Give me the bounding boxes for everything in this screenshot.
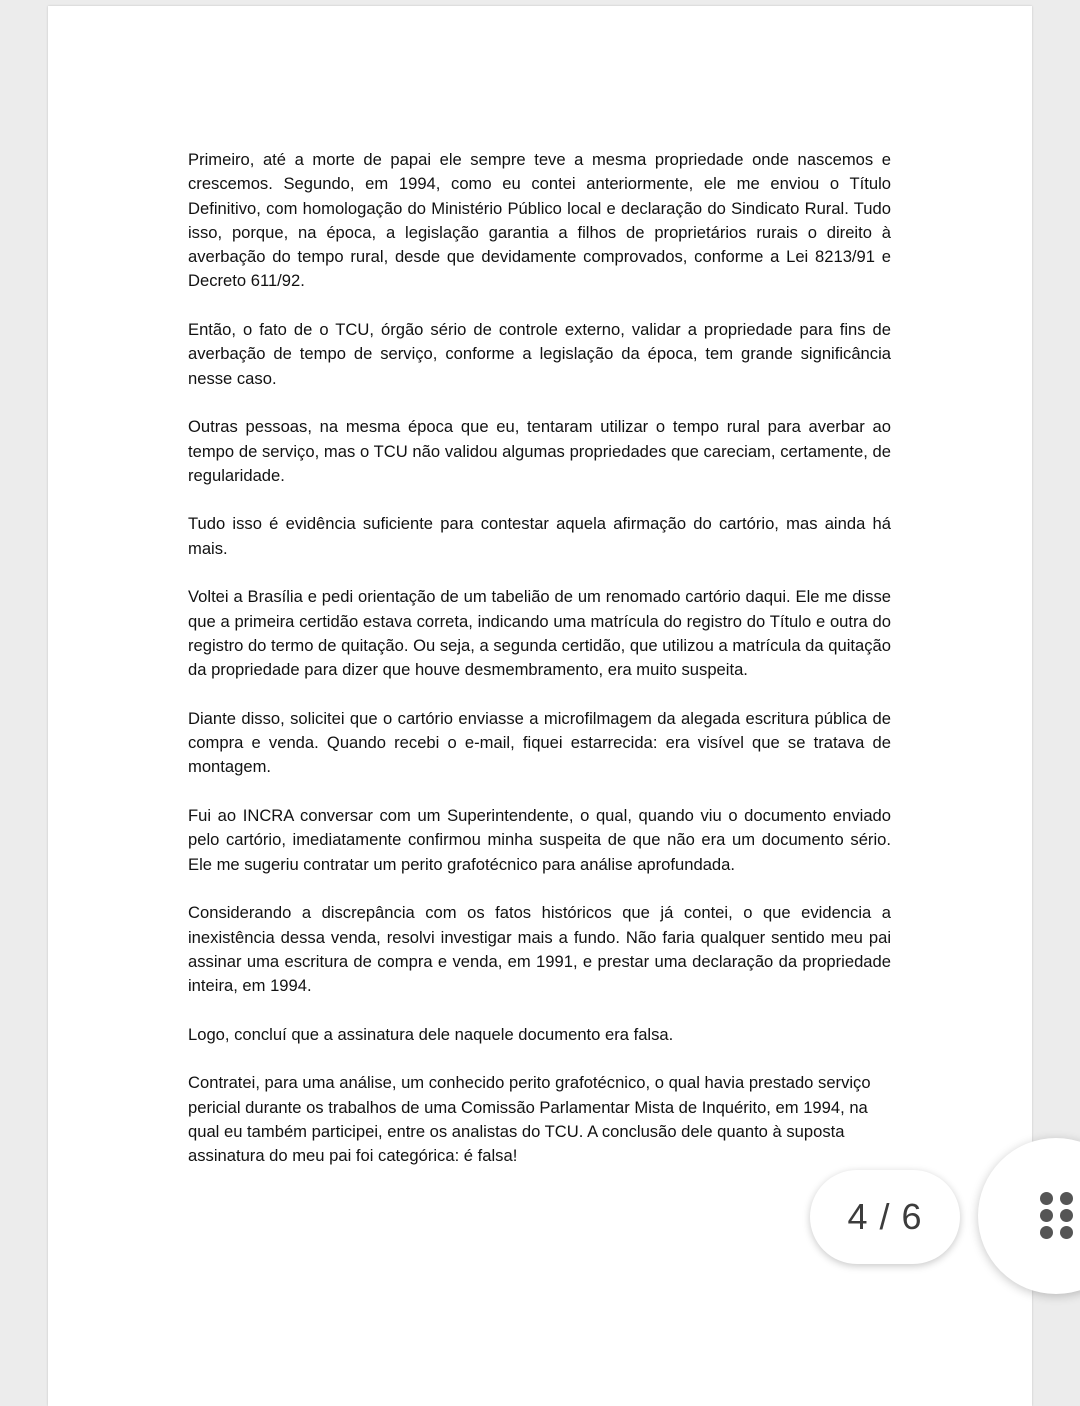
page-content <box>188 148 891 1193</box>
page-indicator[interactable]: 4 / 6 <box>810 1170 960 1264</box>
paragraph-1: Primeiro, até a morte de papai ele sempre teve a mesma propriedade onde nascemos e crescemos. Segundo, em 1994, como eu contei anteriormente, ele me enviou o Título Definitivo, com homologação do Ministério Público local e declaração do Sindicato Rural. Tudo isso, porque, na época, a legislação garantia a filhos de proprietários rurais o direito à averbação do tempo rural, desde que devidamente comprovados, conforme a Lei 8213/91 e Decreto 611/92. <box>188 150 891 291</box>
paragraph-10: Contratei, para uma análise, um conhecido perito grafotécnico, o qual havia prestado serviço pericial durante os trabalhos de uma Comissão Parlamentar Mista de Inquérito, em 1994, na qual eu também participei, entre os analistas do TCU. A conclusão dele quanto à suposta assinatura do meu pai foi categórica: é falsa! <box>188 1073 871 1166</box>
paragraph-3: Outras pessoas, na mesma época que eu, tentaram utilizar o tempo rural para averbar ao tempo de serviço, mas o TCU não validou algumas propriedades que careciam, certamente, de regularidade. <box>188 417 891 485</box>
paragraph-7: Fui ao INCRA conversar com um Superintendente, o qual, quando viu o documento enviado pelo cartório, imediatamente confirmou minha suspeita de que não era um documento sério. Ele me sugeriu contratar um perito grafotécnico para análise aprofundada. <box>188 806 891 874</box>
paragraph-8: Considerando a discrepância com os fatos históricos que já contei, o que evidencia a inexistência dessa venda, resolvi investigar mais a fundo. Não faria qualquer sentido meu pai assinar uma escritura de compra e venda, em 1991, e prestar uma declaração da propriedade inteira, em 1994. <box>188 903 891 996</box>
paragraph-4: Tudo isso é evidência suficiente para contestar aquela afirmação do cartório, mas ainda há mais. <box>188 514 891 558</box>
paragraph-2: Então, o fato de o TCU, órgão sério de controle externo, validar a propriedade para fins de averbação de tempo de serviço, conforme a legislação da época, tem grande significância nesse caso. <box>188 320 891 388</box>
paragraph-6: Diante disso, solicitei que o cartório enviasse a microfilmagem da alegada escritura pública de compra e venda. Quando recebi o e-mail, fiquei estarrecida: era visível que se tratava de montagem. <box>188 708 891 777</box>
paragraph-5: Voltei a Brasília e pedi orientação de um tabelião de um renomado cartório daqui. Ele me disse que a primeira certidão estava correta, indicando uma matrícula do registro do Título e outra do registro do termo de quitação. Ou seja, a segunda certidão, que utilizou a matrícula da quitação da propriedade para dizer que houve desmembramento, era muito suspeita. <box>188 587 891 680</box>
dots-grid-icon <box>1040 1192 1074 1240</box>
paragraph-9: Logo, concluí que a assinatura dele naquele documento era falsa. <box>188 1024 674 1044</box>
